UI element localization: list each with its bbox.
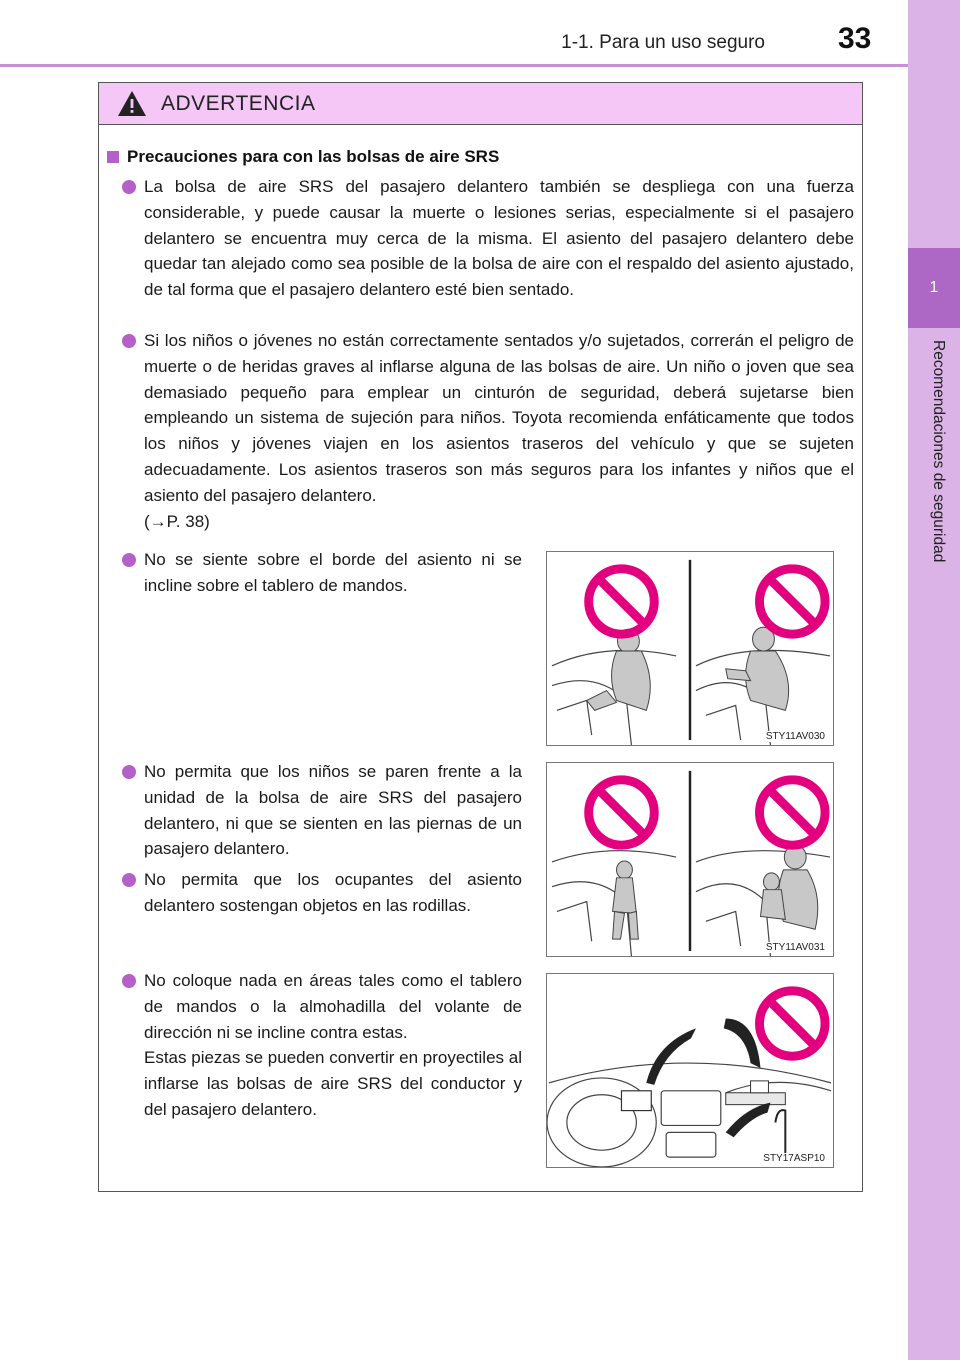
bullet-item (144, 328, 854, 534)
section-heading (107, 147, 499, 167)
prohibition-icon (760, 569, 826, 634)
bullet-text: No se siente sobre el borde del asiento ni se incline sobre el tablero de mandos. (144, 550, 522, 595)
header-rule (0, 64, 908, 67)
bullet-dot-icon (122, 553, 136, 567)
page-number: 33 (838, 22, 872, 55)
warning-title: ADVERTENCIA (161, 91, 316, 115)
bullet-item (144, 867, 522, 919)
bullet-dot-icon (122, 180, 136, 194)
illustration-child-standing (546, 762, 834, 957)
warning-header (99, 83, 862, 125)
illustration-leaning-dashboard (546, 551, 834, 746)
illustration-code: STY17ASP10 (763, 1153, 825, 1164)
square-bullet-icon (107, 151, 119, 163)
prohibition-icon (760, 780, 826, 845)
bullet-text: No coloque nada en áreas tales como el tablero de mandos o la almohadilla del volante de dirección ni se incline contra estas. (144, 971, 522, 1042)
bullet-item (144, 759, 522, 862)
chapter-side-tab (908, 0, 960, 1360)
prohibition-icon (760, 991, 826, 1056)
bullet-dot-icon (122, 974, 136, 988)
bullet-text-continuation: Estas piezas se pueden convertir en proyectiles al inflarse las bolsas de aire SRS del conductor y del pasajero delantero. (144, 1048, 522, 1119)
bullet-text: Si los niños o jóvenes no están correctamente sentados y/o sujetados, correrán el peligro de muerte o de heridas graves al inflarse alguna de las bolsas de aire. Un niño o joven que sea demasiado pequeño para emplear un cinturón de seguridad, deberá sujetarse bien empleando un sistema de sujeción para niños. Toyota recomienda enfáticamente que todos los niños y jóvenes viajen en los asientos traseros del vehículo y que se sujeten adecuadamente. Los asientos traseros son más seguros para los infantes y niños que el asiento del pasajero delantero. (144, 331, 854, 505)
page-reference[interactable]: (→P. 38) (144, 511, 210, 531)
warning-box (98, 82, 863, 1192)
section-title: 1-1. Para un uso seguro (561, 32, 765, 53)
bullet-dot-icon (122, 873, 136, 887)
warning-triangle-icon (117, 90, 147, 117)
bullet-dot-icon (122, 765, 136, 779)
bullet-item (144, 968, 522, 1123)
illustration-objects-dashboard (546, 973, 834, 1168)
prohibition-icon (589, 569, 655, 634)
bullet-text: No permita que los niños se paren frente a la unidad de la bolsa de aire SRS del pasajero delantero, ni que se sienten en las piernas de un pasajero delantero. (144, 762, 522, 859)
chapter-number-tab[interactable]: 1 (908, 248, 960, 328)
illustration-code: STY11AV031 (765, 942, 825, 953)
section-heading-text: Precauciones para con las bolsas de aire SRS (127, 147, 500, 166)
chapter-title: Recomendaciones de seguridad (930, 340, 947, 563)
bullet-dot-icon (122, 334, 136, 348)
bullet-item (144, 547, 522, 599)
bullet-text: No permita que los ocupantes del asiento delantero sostengan objetos en las rodillas. (144, 870, 522, 915)
illustration-code: STY11AV030 (765, 731, 825, 742)
bullet-text: La bolsa de aire SRS del pasajero delantero también se despliega con una fuerza considerable, y puede causar la muerte o lesiones serias, especialmente si el pasajero delantero se encuentra muy cerca de la misma. El asiento del pasajero delantero debe quedar tan alejado como sea posible de la bolsa de aire con el respaldo del asiento ajustado, de tal forma que el pasajero delantero esté bien sentado. (144, 177, 854, 300)
prohibition-icon (589, 780, 655, 845)
bullet-item (144, 174, 854, 303)
